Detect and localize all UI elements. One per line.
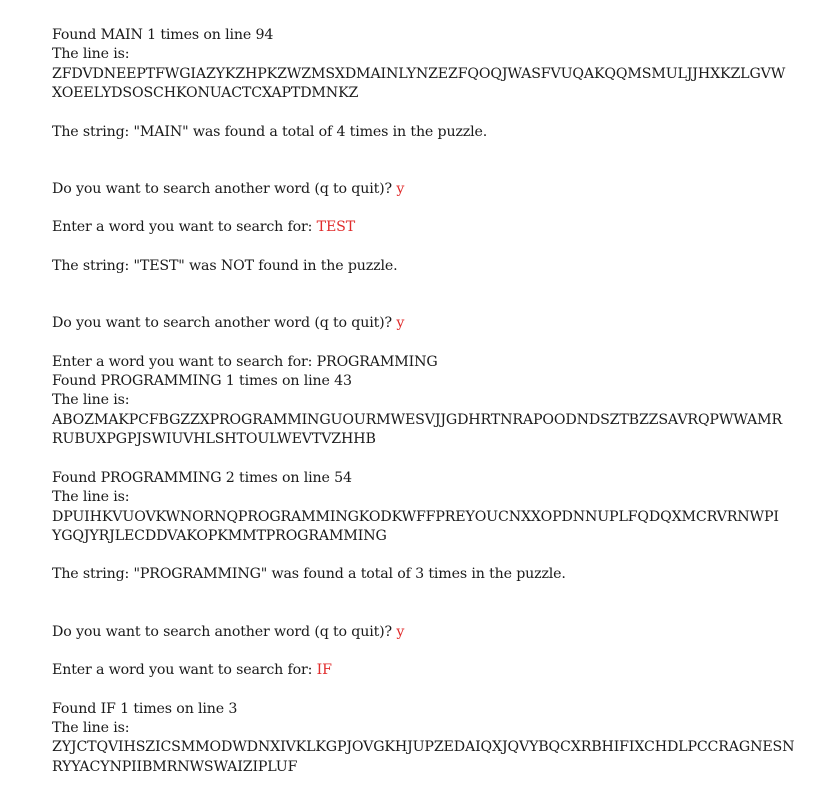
output-line: [52, 45, 812, 64]
output-line: [52, 430, 812, 449]
blank-line: [52, 104, 812, 123]
blank-line: [52, 546, 812, 565]
blank-line: [52, 238, 812, 257]
blank-line: [52, 334, 812, 353]
console-output-document: [52, 26, 812, 777]
output-line: [52, 180, 812, 199]
output-text: The line is:: [52, 46, 130, 63]
output-line: [52, 314, 812, 333]
output-line: [52, 527, 812, 546]
output-line: [52, 65, 812, 84]
output-text: Enter a word you want to search for:: [52, 219, 317, 236]
output-text: The string: "TEST" was NOT found in the puzzle.: [52, 257, 398, 274]
output-text: Enter a word you want to search for:: [52, 662, 317, 679]
output-line: [52, 719, 812, 738]
user-input-text: IF: [316, 662, 332, 679]
output-text: Enter a word you want to search for: PROGRAMMING: [52, 353, 438, 370]
output-text: Do you want to search another word (q to quit)?: [52, 315, 397, 332]
user-input-text: y: [396, 181, 405, 198]
output-text: Do you want to search another word (q to quit)?: [52, 623, 397, 640]
output-text: The string: "MAIN" was found a total of 4 times in the puzzle.: [52, 123, 488, 140]
output-text: Found IF 1 times on line 3: [52, 700, 238, 717]
output-line: [52, 372, 812, 391]
output-text: The line is:: [52, 489, 130, 506]
output-line: [52, 565, 812, 584]
output-line: [52, 26, 812, 45]
output-text: ABOZMAKPCFBGZZXPROGRAMMINGUOURMWESVJJGDHRTNRAPOODNDSZTBZZSAVRQPWWAMR: [52, 411, 782, 428]
blank-line: [52, 142, 812, 180]
output-line: [52, 391, 812, 410]
output-text: YGQJYRJLECDDVAKOPKMMTPROGRAMMING: [52, 527, 387, 544]
output-line: [52, 218, 812, 237]
output-text: The line is:: [52, 719, 130, 736]
output-text: Found MAIN 1 times on line 94: [52, 27, 274, 43]
blank-line: [52, 585, 812, 623]
user-input-text: y: [396, 315, 405, 332]
output-text: The line is:: [52, 392, 130, 409]
output-line: [52, 123, 812, 142]
output-line: [52, 623, 812, 642]
output-text: RUBUXPGPJSWIUVHLSHTOULWEVTVZHHB: [52, 431, 376, 448]
output-text: ZFDVDNEEPTFWGIAZYKZHPKZWZMSXDMAINLYNZEZFQOQJWASFVUQAKQQMSMULJJHXKZLGVW: [52, 65, 786, 82]
output-text: DPUIHKVUOVKWNORNQPROGRAMMINGKODKWFFPREYOUCNXXOPDNNUPLFQDQXMCRVRNWPI: [52, 508, 779, 525]
output-text: ZYJCTQVIHSZICSMMODWDNXIVKLKGPJOVGKHJUPZEDAIQXJQVYBQCXRBHIFIXCHDLPCCRAGNESN: [52, 739, 795, 756]
blank-line: [52, 199, 812, 218]
output-line: [52, 411, 812, 430]
output-line: [52, 758, 812, 777]
blank-line: [52, 642, 812, 661]
output-line: [52, 661, 812, 680]
output-line: [52, 488, 812, 507]
output-line: [52, 84, 812, 103]
output-line: [52, 508, 812, 527]
output-line: [52, 353, 812, 372]
user-input-text: TEST: [316, 219, 356, 236]
output-text: Found PROGRAMMING 1 times on line 43: [52, 373, 352, 390]
output-text: The string: "PROGRAMMING" was found a total of 3 times in the puzzle.: [52, 566, 566, 583]
output-text: XOEELYDSOSCHKONUACTCXAPTDMNKZ: [52, 85, 359, 102]
blank-line: [52, 681, 812, 700]
output-line: [52, 700, 812, 719]
output-line: [52, 469, 812, 488]
blank-line: [52, 450, 812, 469]
output-text: Found PROGRAMMING 2 times on line 54: [52, 469, 352, 486]
output-text: RYYACYNPIIBMRNWSWAIZIPLUF: [52, 758, 298, 775]
user-input-text: y: [396, 623, 405, 640]
output-text: Do you want to search another word (q to quit)?: [52, 181, 397, 198]
output-line: [52, 738, 812, 757]
output-line: [52, 257, 812, 276]
blank-line: [52, 276, 812, 314]
